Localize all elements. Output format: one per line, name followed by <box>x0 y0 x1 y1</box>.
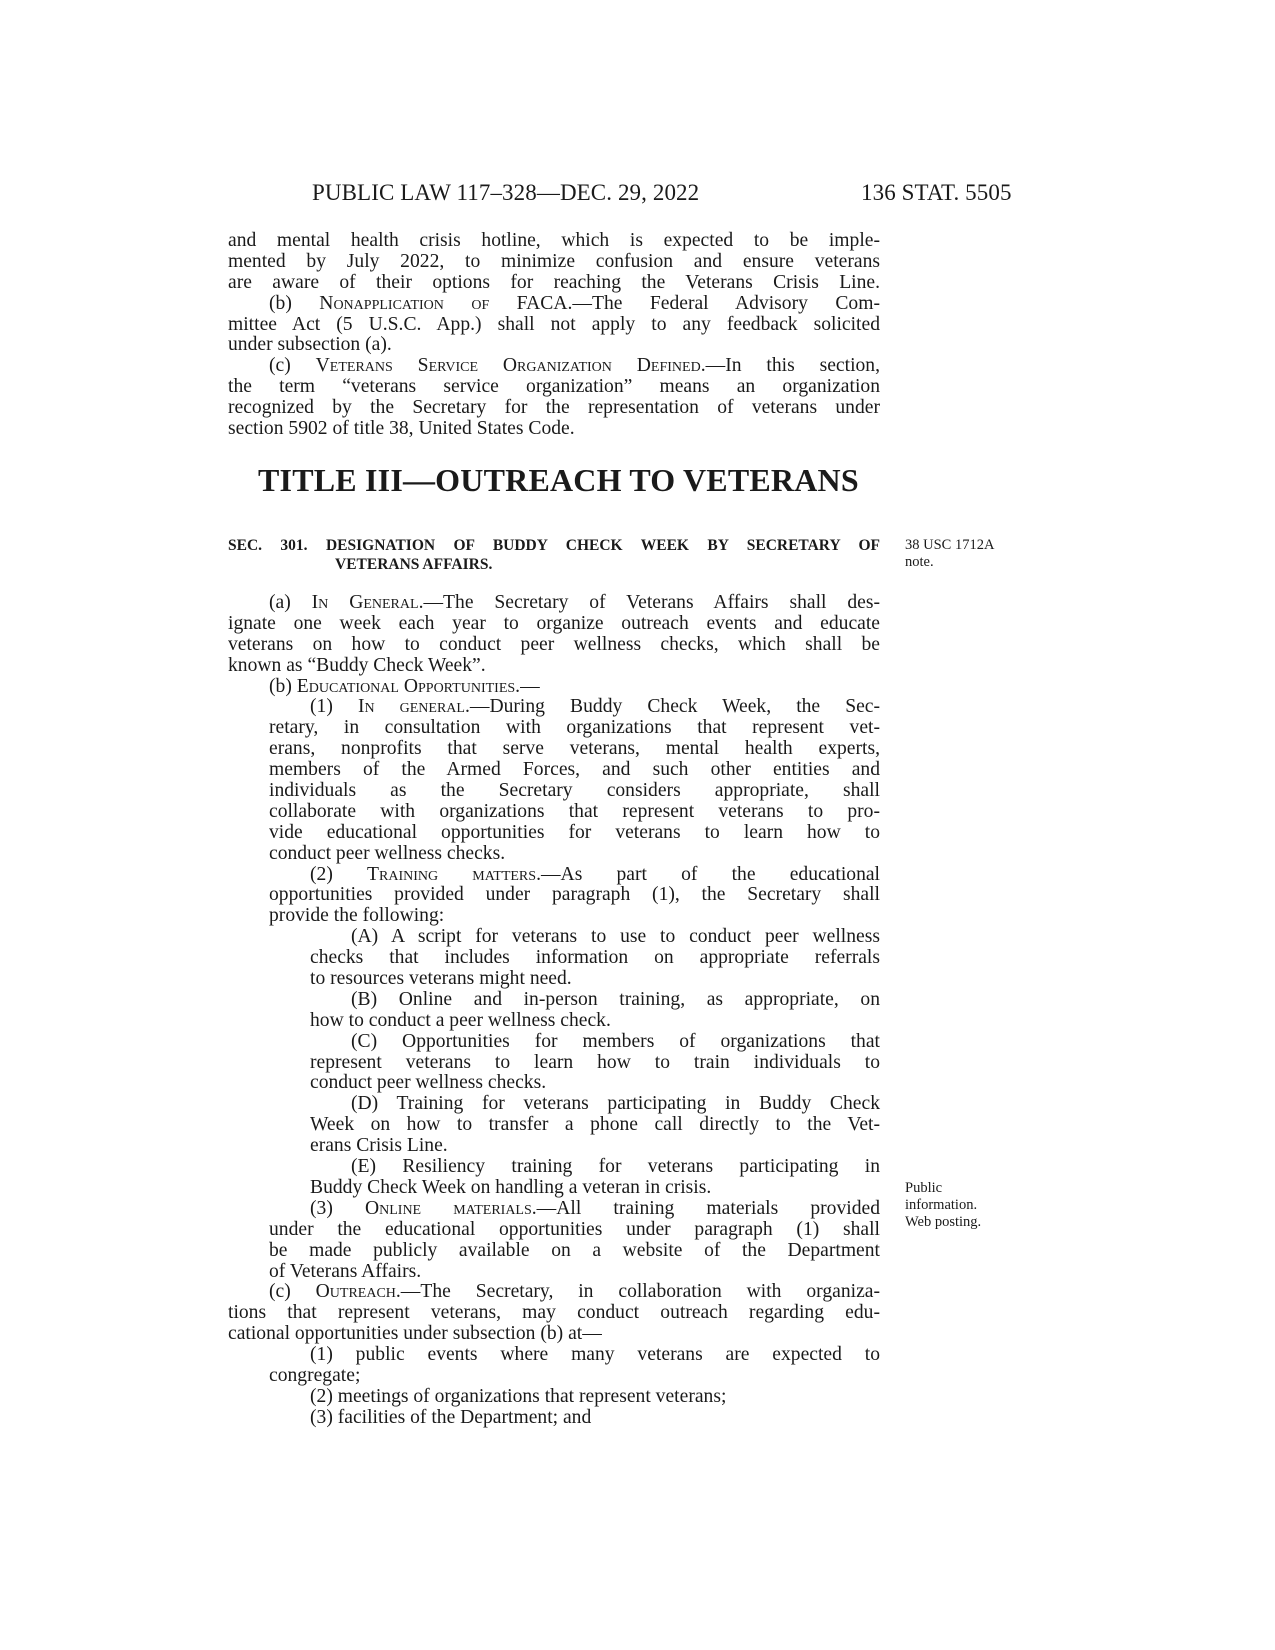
subparagraph-d-line: (D) Training for veterans participating in Buddy Check <box>351 1093 880 1115</box>
text-line: cational opportunities under subsection (b) at— <box>228 1323 602 1345</box>
text-line: erans, nonprofits that serve veterans, mental health experts, <box>269 738 880 760</box>
text-line: congregate; <box>269 1364 361 1386</box>
subsection-b-heading-line <box>228 677 880 698</box>
text-fragment: .—As part of the educational <box>536 863 881 885</box>
text-line: provide the following: <box>269 905 445 927</box>
section-heading-line: VETERANS AFFAIRS. <box>335 556 493 573</box>
paragraph-3-line <box>228 1199 880 1220</box>
subparagraph-a-line: (A) A script for veterans to use to conduct peer wellness <box>351 926 880 948</box>
subsection-heading: Outreach <box>315 1281 396 1303</box>
margin-note-line: Web posting. <box>905 1214 982 1230</box>
usc-margin-note <box>905 537 994 571</box>
subsection-heading: Educational Opportunities <box>296 675 516 697</box>
text-fragment: .—The Federal Advisory Com- <box>567 292 880 314</box>
carryover-text <box>228 231 880 440</box>
outreach-item-1-line: (1) public events where many veterans are expected to <box>310 1344 880 1366</box>
subsection-label: (a) <box>269 592 291 613</box>
subparagraph-b-line: (B) Online and in-person training, as appropriate, on <box>351 988 880 1010</box>
text-line: recognized by the Secretary for the representation of veterans under <box>228 397 880 419</box>
subparagraph-c-line: (C) Opportunities for members of organizations that <box>351 1030 880 1052</box>
text-line: Week on how to transfer a phone call directly to the Vet- <box>310 1114 880 1136</box>
margin-note-line: note. <box>905 554 934 570</box>
paragraph-label: (3) <box>310 1197 333 1219</box>
stat-page-number: 136 STAT. 5505 <box>861 180 1012 205</box>
text-line: ignate one week each year to organize outreach events and educate <box>228 612 880 634</box>
title-heading: TITLE III—OUTREACH TO VETERANS <box>258 462 859 498</box>
margin-note-line: 38 USC 1712A <box>905 537 995 553</box>
text-line: checks that includes information on appropriate referrals <box>310 947 880 969</box>
section-heading <box>228 536 880 574</box>
text-line: to resources veterans might need. <box>310 968 572 990</box>
subsection-b-line <box>228 294 880 315</box>
text-line: individuals as the Secretary considers appropriate, shall <box>269 780 880 802</box>
subsection-heading: Nonapplication of FACA <box>319 292 568 314</box>
text-line: known as “Buddy Check Week”. <box>228 654 486 676</box>
subsection-a-line <box>228 593 880 614</box>
text-line: conduct peer wellness checks. <box>310 1072 547 1094</box>
text-line: mented by July 2022, to minimize confusion and ensure veterans <box>228 250 880 272</box>
text-line: conduct peer wellness checks. <box>269 842 506 864</box>
paragraph-heading: Online materials <box>364 1197 532 1219</box>
text-line: of Veterans Affairs. <box>269 1260 422 1282</box>
subsection-heading: In General <box>311 592 419 613</box>
text-line: vide educational opportunities for veterans to learn how to <box>269 821 880 843</box>
text-fragment: .—The Secretary, in collaboration with organiza- <box>395 1281 880 1303</box>
text-line: retary, in consultation with organizations that represent vet- <box>269 717 880 739</box>
subsection-label: (b) <box>269 675 292 697</box>
text-line: under subsection (a). <box>228 334 392 356</box>
public-info-margin-note <box>905 1180 981 1231</box>
text-line: are aware of their options for reaching the Veterans Crisis Line. <box>228 271 880 293</box>
subsection-heading: Veterans Service Organization Defined <box>315 355 701 377</box>
text-line: be made publicly available on a website of the Department <box>269 1239 880 1261</box>
subsection-label: (c) <box>269 1281 291 1303</box>
text-line: how to conduct a peer wellness check. <box>310 1009 611 1031</box>
subparagraph-e-line: (E) Resiliency training for veterans participating in <box>351 1156 880 1178</box>
text-line: represent veterans to learn how to train individuals to <box>310 1051 880 1073</box>
text-fragment: .—During Buddy Check Week, the Sec- <box>464 696 881 718</box>
section-heading-line: SEC. 301. DESIGNATION OF BUDDY CHECK WEEK BY SECRETARY OF <box>228 537 880 554</box>
text-line: erans Crisis Line. <box>310 1135 448 1157</box>
paragraph-label: (2) <box>310 863 333 885</box>
text-fragment: .—All training materials provided <box>531 1197 880 1219</box>
text-line: mittee Act (5 U.S.C. App.) shall not apply to any feedback solicited <box>228 313 880 335</box>
paragraph-heading: Training matters <box>367 863 537 885</box>
text-line: under the educational opportunities under paragraph (1) shall <box>269 1218 880 1240</box>
subsection-label: (b) <box>269 292 292 314</box>
running-title: PUBLIC LAW 117–328—DEC. 29, 2022 <box>312 180 700 205</box>
text-line: veterans on how to conduct peer wellness checks, which shall be <box>228 633 880 655</box>
subsection-c-outreach-line <box>228 1282 880 1303</box>
text-fragment: .—In this section, <box>700 355 881 377</box>
outreach-item-3: (3) facilities of the Department; and <box>310 1406 592 1428</box>
paragraph-1-line <box>228 697 880 718</box>
paragraph-label: (1) <box>310 696 333 718</box>
text-line: tions that represent veterans, may conduct outreach regarding edu- <box>228 1302 880 1324</box>
subsection-label: (c) <box>269 355 291 377</box>
text-line: Buddy Check Week on handling a veteran in crisis. <box>310 1176 712 1198</box>
paragraph-heading: In general <box>357 696 465 718</box>
text-line: opportunities provided under paragraph (1), the Secretary shall <box>269 884 880 906</box>
text-fragment: .—The Secretary of Veterans Affairs shall des- <box>418 592 880 613</box>
text-line: the term “veterans service organization” means an organization <box>228 376 880 398</box>
text-line: collaborate with organizations that represent veterans to pro- <box>269 800 880 822</box>
section-301-body <box>228 593 880 1429</box>
text-fragment: .— <box>515 675 540 697</box>
outreach-item-2: (2) meetings of organizations that represent veterans; <box>310 1385 727 1407</box>
text-line: members of the Armed Forces, and such other entities and <box>269 759 880 781</box>
text-line: section 5902 of title 38, United States Code. <box>228 418 575 440</box>
text-line: and mental health crisis hotline, which is expected to be imple- <box>228 230 880 251</box>
paragraph-2-line <box>228 865 880 886</box>
subsection-c-line <box>228 356 880 377</box>
margin-note-line: information. <box>905 1197 978 1213</box>
margin-note-line: Public <box>905 1180 943 1196</box>
